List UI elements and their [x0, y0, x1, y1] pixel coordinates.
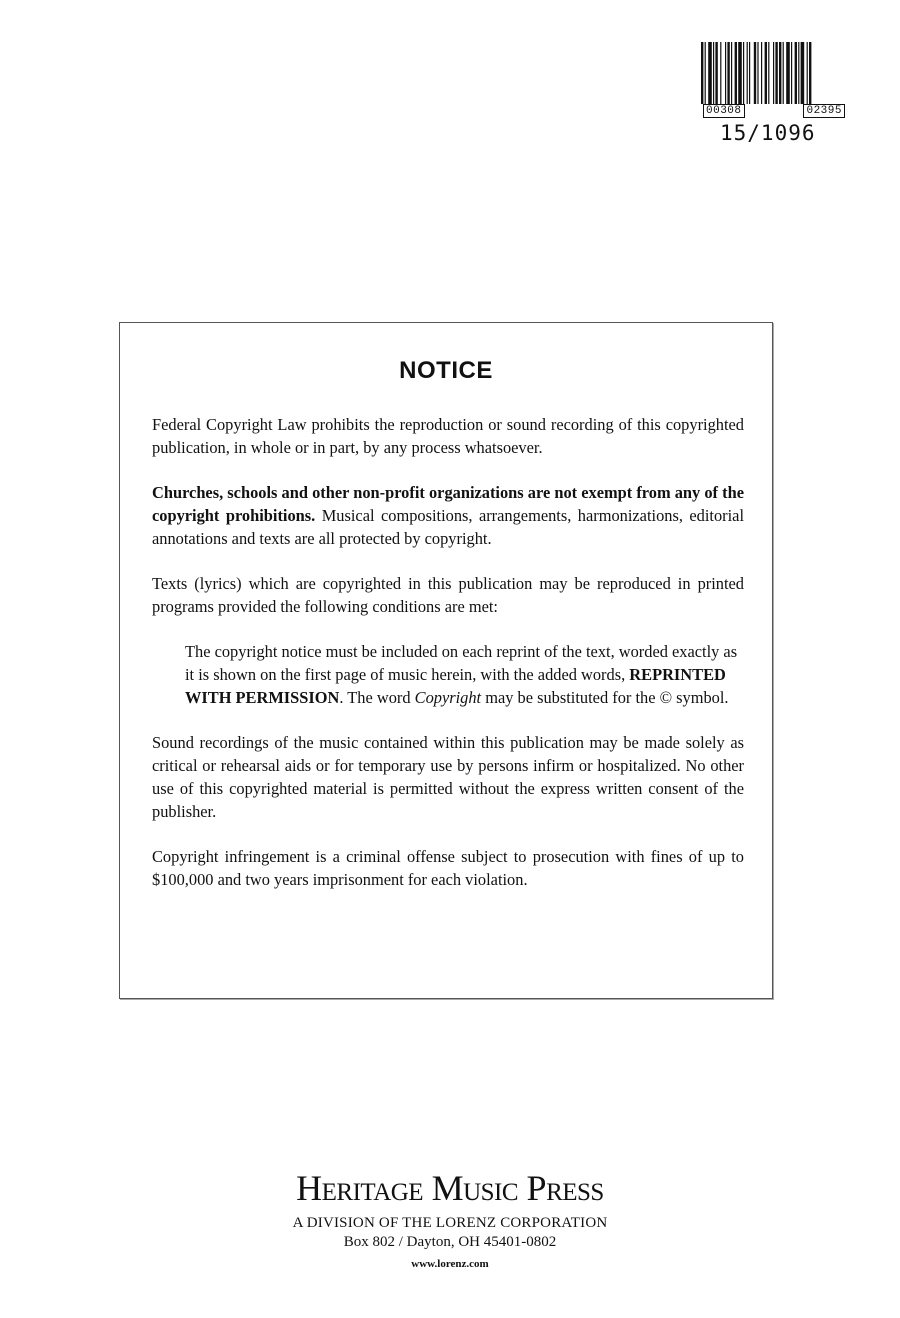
- notice-paragraph-lyrics: Texts (lyrics) which are copyrighted in this publication may be reproduced in printed programs provided the following conditions are met:: [152, 574, 744, 616]
- barcode-digits-right: 02395: [803, 104, 845, 118]
- notice-paragraph-conditions: [185, 640, 744, 709]
- barcode-bar: [809, 42, 811, 104]
- barcode-bar: [779, 42, 781, 104]
- barcode-bar: [798, 42, 799, 104]
- conditions-text-b: . The word: [339, 688, 415, 707]
- barcode-bar: [795, 42, 797, 104]
- barcode-bar: [708, 42, 712, 104]
- barcode-digits: [700, 104, 848, 118]
- publisher-name: Heritage Music Press: [296, 1168, 604, 1208]
- notice-paragraph-recordings: Sound recordings of the music contained within this publication may be made solely as critical or rehearsal aids or for temporary use by persons infirm or hospitalized. No other use of this copyrighted material is permitted without the express written consent of the publisher.: [152, 733, 744, 821]
- notice-paragraph-law: Federal Copyright Law prohibits the reproduction or sound recording of this copyrighted publication, in whole or in part, by any process whatsoever.: [152, 415, 744, 457]
- barcode-bar: [713, 42, 714, 104]
- barcode-bar: [768, 42, 769, 104]
- barcode-bar: [783, 42, 784, 104]
- barcode-bar: [725, 42, 726, 104]
- notice-box: [119, 322, 773, 999]
- publisher-address: Box 802 / Dayton, OH 45401-0802: [343, 1234, 557, 1250]
- barcode-bar: [731, 42, 732, 104]
- barcode-bar: [757, 42, 758, 104]
- barcode-bar: [807, 42, 808, 104]
- barcode-bar: [773, 42, 774, 104]
- barcode-bar: [738, 42, 742, 104]
- barcode-bar: [754, 42, 756, 104]
- barcode-bar: [775, 42, 777, 104]
- barcode-bar: [747, 42, 748, 104]
- notice-title: NOTICE: [399, 357, 493, 384]
- reprinted-with-permission: REPRINTED WITH PERMISSION: [185, 665, 726, 707]
- barcode-digits-left: 00308: [703, 104, 745, 118]
- barcode-bar: [705, 42, 706, 104]
- barcode-bar: [749, 42, 750, 104]
- notice-body: [152, 413, 744, 913]
- barcode-graphic: [700, 42, 848, 104]
- barcode-bar: [715, 42, 717, 104]
- barcode-bar: [727, 42, 729, 104]
- barcode-bar: [786, 42, 790, 104]
- notice-paragraph-exemption: [152, 481, 744, 550]
- publisher-block: [0, 1168, 900, 1272]
- barcode: [700, 42, 848, 118]
- exemption-bold-text: Churches, schools and other non-profit organizations are not exempt from any of the copyright prohibitions.: [152, 483, 744, 525]
- publisher-url: www.lorenz.com: [411, 1258, 489, 1270]
- barcode-bar: [791, 42, 792, 104]
- conditions-text-a: The copyright notice must be included on each reprint of the text, worded exactly as it is shown on the first page of music herein, with the added words,: [185, 642, 738, 684]
- barcode-bar: [801, 42, 805, 104]
- conditions-text-c: may be substituted for the © symbol.: [481, 688, 729, 707]
- barcode-bars: [700, 42, 848, 104]
- exemption-text: Musical compositions, arrangements, harmonizations, editorial annotations and texts are all protected by copyright.: [152, 506, 745, 548]
- barcode-bar: [720, 42, 721, 104]
- barcode-bar: [743, 42, 744, 104]
- catalog-number: 15/1096: [720, 121, 816, 145]
- barcode-bar: [761, 42, 762, 104]
- notice-paragraph-infringement: Copyright infringement is a criminal offense subject to prosecution with fines of up to $100,000 and two years imprisonment for each violation.: [152, 847, 744, 889]
- publisher-division: A DIVISION OF THE LORENZ CORPORATION: [292, 1215, 608, 1231]
- copyright-word: Copyright: [414, 688, 482, 707]
- barcode-bar: [701, 42, 703, 104]
- barcode-bar: [765, 42, 767, 104]
- barcode-bar: [735, 42, 737, 104]
